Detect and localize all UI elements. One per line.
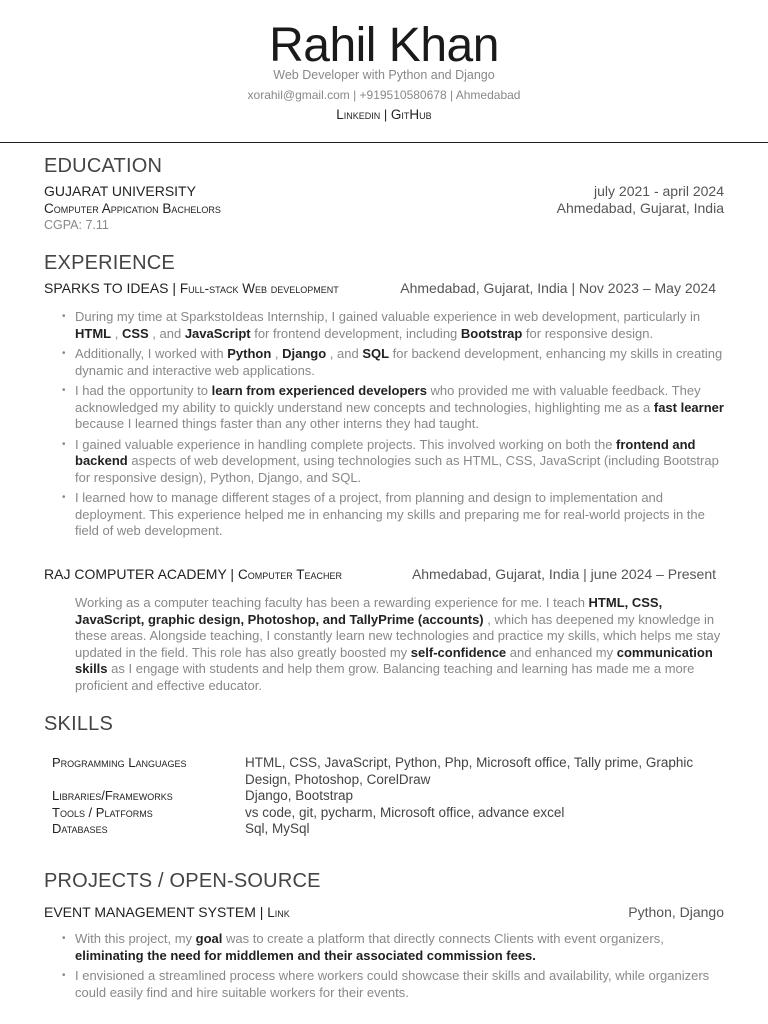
project1-header: [44, 904, 724, 920]
education-degree-row: [44, 200, 724, 216]
resume-name: Rahil Khan: [269, 19, 499, 72]
linkedin-link[interactable]: Linkedin: [336, 107, 381, 122]
list-item: • With this project, my goal was to create a platform that directly connects Clients with event organizers, eliminating the need for middlemen and their associated commission fees.: [62, 931, 724, 964]
job2-org: RAJ COMPUTER ACADEMY: [44, 566, 227, 582]
skills-heading: SKILLS: [44, 713, 114, 735]
skill-label: Libraries/Frameworks: [52, 788, 173, 803]
job2-separator: |: [226, 566, 238, 582]
project1-tech: Python, Django: [628, 904, 724, 920]
skill-row: [52, 821, 732, 838]
skill-value: vs code, git, pycharm, Microsoft office, advance excel: [245, 804, 565, 820]
list-item: • I gained valuable experience in handling complete projects. This involved working on both the frontend and backend aspects of web development, using technologies such as HTML, CSS, JavaScript (including Bootstrap for responsive design), Python, Django, and SQL.: [62, 437, 724, 487]
list-item: • Additionally, I worked with Python , Django , and SQL for backend development, enhancing my skills in creating dynamic and interactive web applications.: [62, 346, 724, 379]
job2-description: Working as a computer teaching faculty has been a rewarding experience for me. I teach HTML, CSS, JavaScript, graphic design, Photoshop, and TallyPrime (accounts) , which has deepened my knowledge in these areas. Alongside teaching, I constantly learn new technologies and practice my skills, which helps me stay updated in the field. This role has also greatly boosted my self-confidence and enhanced my communication skills as I engage with students and help them grow. Balancing teaching and learning has made me a more proficient and effective educator.: [75, 595, 721, 693]
job1-role: Full-stack Web development: [179, 281, 339, 296]
list-item: • I learned how to manage different stages of a project, from planning and design to implementation and deployment. This experience helped me in enhancing my skills and preparing me for real-world projects in the field of web development.: [62, 490, 724, 540]
skill-row: [52, 755, 732, 788]
skill-value: HTML, CSS, JavaScript, Python, Php, Microsoft office, Tally prime, Graphic Design, Photoshop, CorelDraw: [245, 755, 694, 787]
skills-table: [52, 755, 732, 838]
resume-subtitle: Web Developer with Python and Django: [273, 68, 495, 82]
school-name: GUJARAT UNIVERSITY: [44, 183, 196, 199]
skill-label: Programming Languages: [52, 755, 187, 770]
skill-value: Sql, MySql: [245, 821, 310, 836]
skill-value: Django, Bootstrap: [245, 788, 354, 803]
education-dates: july 2021 - april 2024: [594, 183, 724, 199]
header-divider: [0, 142, 768, 143]
list-item: • I envisioned a streamlined process where workers could showcase their skills and availability, while organizers could easily find and hire suitable workers for their events.: [62, 968, 724, 1001]
skill-label: Tools / Platforms: [52, 804, 153, 820]
education-location: Ahmedabad, Gujarat, India: [556, 200, 724, 216]
skill-row: [52, 788, 732, 805]
job1-separator: |: [168, 280, 180, 296]
contact-line: xorahil@gmail.com | +919510580678 | Ahmedabad: [247, 88, 521, 102]
github-link[interactable]: GitHub: [390, 107, 432, 122]
job1-meta: Ahmedabad, Gujarat, India | Nov 2023 – May 2024: [400, 280, 716, 296]
skill-row: [52, 805, 732, 822]
skill-label: Databases: [52, 821, 108, 836]
job2-role: Computer Teacher: [237, 567, 342, 582]
list-item: • During my time at SparkstoIdeas Internship, I gained valuable experience in web development, particularly in HTML , CSS , and JavaScript for frontend development, including Bootstrap for responsive design.: [62, 309, 724, 342]
job1-header: [44, 280, 724, 296]
project1-separator: |: [259, 904, 268, 920]
link-separator: |: [380, 107, 391, 122]
experience-heading: EXPERIENCE: [44, 252, 175, 274]
education-school-row: [44, 183, 724, 199]
cgpa: CGPA: 7.11: [44, 218, 109, 232]
project1-link[interactable]: Link: [267, 905, 290, 920]
job2-meta: Ahmedabad, Gujarat, India | june 2024 – Present: [411, 566, 716, 582]
profile-links: [0, 107, 768, 122]
job2-header: [44, 566, 724, 582]
list-item: • I had the opportunity to learn from experienced developers who provided me with valuable feedback. They acknowledged my ability to quickly understand new concepts and technologies, highlighting me as a fast learner because I learned things faster than any other interns they had taught.: [62, 383, 724, 433]
degree-name: Computer Appication Bachelors: [44, 201, 221, 216]
project1-bullets: [62, 931, 724, 1005]
education-heading: EDUCATION: [44, 155, 163, 177]
projects-heading: PROJECTS / OPEN-SOURCE: [44, 870, 321, 892]
job1-bullets: [62, 309, 724, 544]
project1-name: EVENT MANAGEMENT SYSTEM: [44, 904, 260, 920]
job1-org: SPARKS TO IDEAS: [44, 280, 169, 296]
